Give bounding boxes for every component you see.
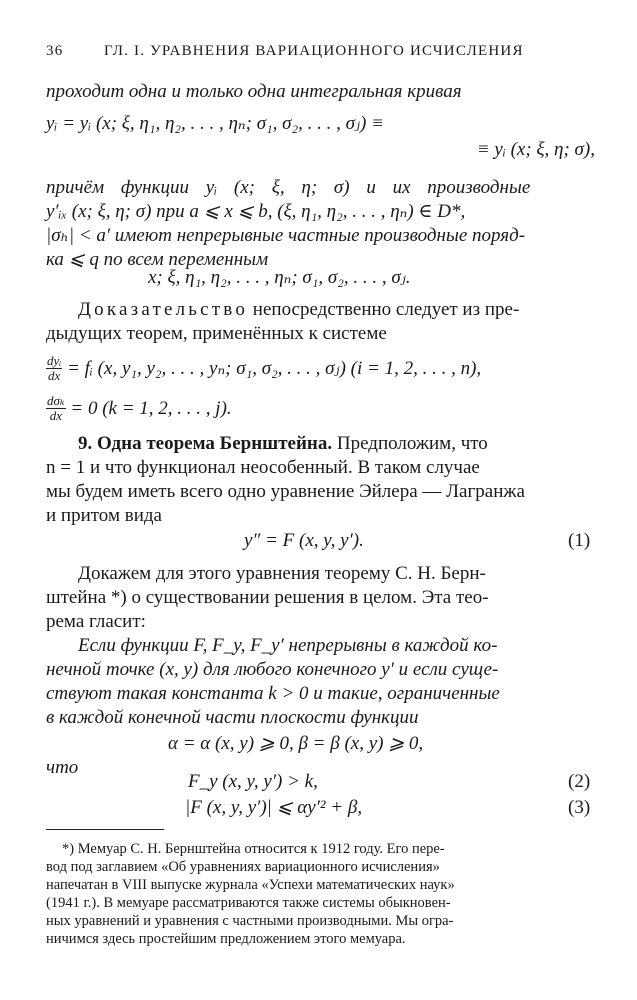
body-line-6: |σₕ| < a′ имеют непрерывные частные производные поряд- [46, 225, 526, 246]
section-heading-line: 9. Одна теорема Бернштейна. Предположим, что [78, 433, 488, 454]
paragraph-line-2: штейна *) о существовании решения в целом. Эта тео- [46, 587, 489, 608]
section-line-2: n = 1 и что функционал неособенный. В таком случае [46, 457, 480, 478]
section-line-4: и притом вида [46, 505, 162, 526]
proof-line-2: дыдущих теорем, применённых к системе [46, 323, 387, 344]
formula-line-1: yᵢ = yᵢ (x; ξ, η₁, η₂, . . . , ηₙ; σ₁, σ₂, . . . , σⱼ) ≡ [46, 113, 384, 134]
body-line-5: y′ᵢₓ (x; ξ, η; σ) при a ⩽ x ⩽ b, (ξ, η₁, η₂, . . . , ηₙ) ∈ D*, [46, 201, 466, 222]
equation-alpha-beta: α = α (x, y) ⩾ 0, β = β (x, y) ⩾ 0, [168, 733, 424, 754]
system-equation-2: $\frac{\text{dσₖ}}{dx}$ = 0 (k = 1, 2, . . . , j). [47, 393, 232, 423]
page-number: 36 [46, 43, 64, 59]
equation-2-number: (2) [568, 771, 591, 792]
theorem-line-2: нечной точке (x, y) для любого конечного y′ и если суще- [46, 659, 499, 680]
chto-word: что [46, 757, 79, 778]
footnote-line-5: ных уравнений и уравнения с частными производными. Мы огра- [46, 913, 454, 929]
equation-1-number: (1) [568, 530, 591, 551]
theorem-line-3: ствуют такая константа k > 0 и такие, ограниченные [46, 683, 500, 704]
proof-label: Доказательство [78, 299, 249, 320]
proof-line-1 [78, 298, 519, 322]
variables-line: x; ξ, η₁, η₂, . . . , ηₙ; σ₁, σ₂, . . . , σⱼ. [148, 267, 411, 288]
proof-text: непосредственно следует из пре- [248, 299, 520, 320]
running-title: ГЛ. I. УРАВНЕНИЯ ВАРИАЦИОННОГО ИСЧИСЛЕНИЯ [104, 43, 524, 59]
footnote-line-4: (1941 г.). В мемуаре рассматриваются также системы обыкновен- [46, 895, 451, 911]
equation-3: |F (x, y, y′)| ⩽ αy′² + β, [185, 797, 363, 818]
section-line-3: мы будем иметь всего одно уравнение Эйлера — Лагранжа [46, 481, 525, 502]
fraction-dsigma-dx: $\frac{\text{dσₖ}}{dx}$ [47, 393, 65, 423]
paragraph-line-1: Докажем для этого уравнения теорему С. Н. Берн- [78, 563, 486, 584]
formula-line-2: ≡ yᵢ (x; ξ, η; σ), [476, 139, 595, 160]
system-equation-1: $\frac{\text{dyᵢ}}{dx}$ = fᵢ (x, y₁, y₂, . . . , yₙ; σ₁, σ₂, . . . , σⱼ) (i = 1, 2, . . . , n), [47, 353, 482, 383]
body-line-7: ка ⩽ q по всем переменным [46, 249, 269, 270]
footnote-line-2: вод под заглавием «Об уравнениях вариационного исчисления» [46, 859, 440, 875]
equation-3-number: (3) [568, 797, 591, 818]
footnote-line-3: напечатан в VIII выпуске журнала «Успехи математических наук» [46, 877, 455, 893]
footnote-line-1: *) Мемуар С. Н. Бернштейна относится к 1912 году. Его пере- [62, 841, 445, 857]
fraction-dy-dx: $\frac{\text{dyᵢ}}{dx}$ [47, 353, 62, 383]
footnote-rule [46, 829, 164, 830]
equation-2: F_y (x, y, y′) > k, [188, 771, 318, 792]
body-line-4: причём функции yᵢ (x; ξ, η; σ) и их производные [46, 177, 531, 198]
body-line-1: проходит одна и только одна интегральная кривая [46, 81, 462, 102]
footnote-line-6: ничимся здесь простейшим предложением этого мемуара. [46, 931, 406, 947]
paragraph-line-3: рема гласит: [46, 611, 146, 632]
theorem-line-4: в каждой конечной части плоскости функции [46, 707, 419, 728]
section-title: 9. Одна теорема Бернштейна. [78, 433, 333, 454]
equation-1: y″ = F (x, y, y′). [244, 530, 364, 551]
theorem-line-1: Если функции F, F_y, F_y′ непрерывны в каждой ко- [78, 635, 498, 656]
